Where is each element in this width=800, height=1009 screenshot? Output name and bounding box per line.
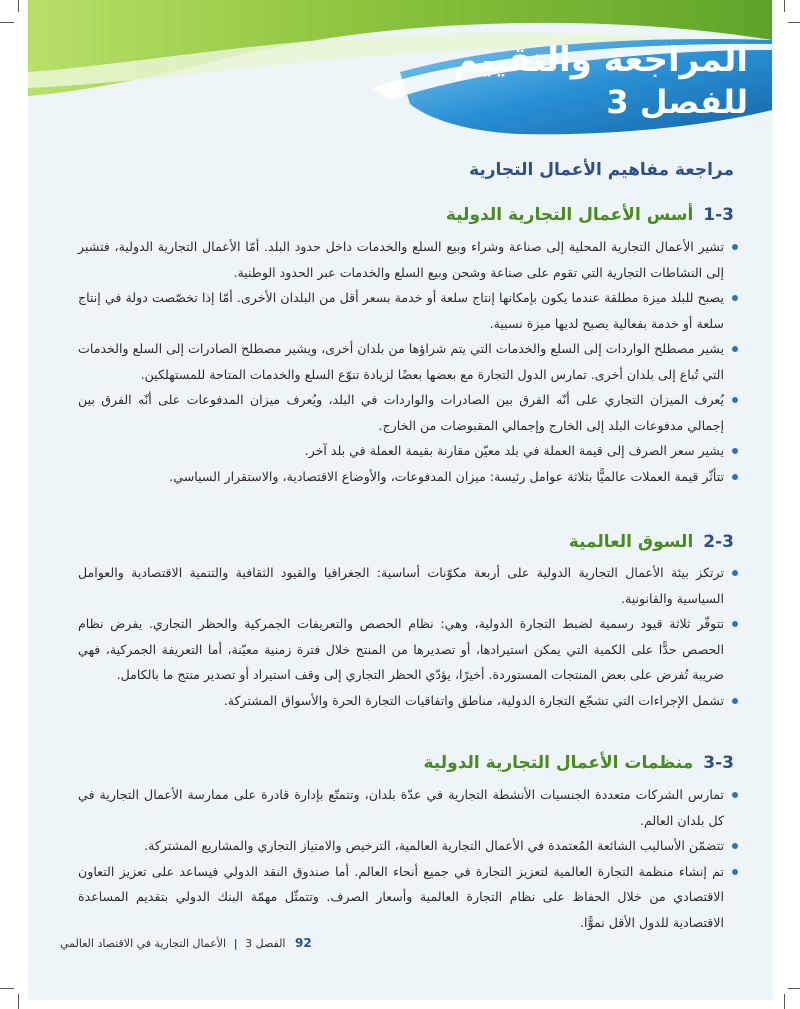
footer-separator: | xyxy=(233,937,238,950)
list-item: تشمل الإجراءات التي تشجّع التجارة الدولية، مناطق واتفاقيات التجارة الحرة والأسواق المشتركة. xyxy=(78,688,738,714)
list-item: يشير سعر الصرف إلى قيمة العملة في بلد معيّن مقارنة بقيمة العملة في بلد آخر. xyxy=(78,438,738,464)
list-item: تم إنشاء منظمة التجارة العالمية لتعزيز التجارة في جميع أنحاء العالم. أما صندوق النقد الدولي فيساعد على تعزيز التعاون الاقتصادي من خلال الحفاظ على نظام التجارة العالمية وأسعار الصرف. وتتمثّل مهمّة البنك الدولي بتقديم المساعدة الاقتصادية للدول الأقل نموًّا. xyxy=(78,859,738,936)
list-item: تتوفّر ثلاثة قيود رسمية لضبط التجارة الدولية، وهي: نظام الحصص والتعريفات الجمركية والحظر التجاري. يفرض نظام الحصص حدًّا على الكمية التي يمكن استيرادها، أو تصديرها من المنتج خلال فترة زمنية معيّنة، أما التعريفة الجمركية، فهي ضريبة تُفرض على بعض المنتجات المستوردة. أخيرًا، يؤدّي الحظر التجاري إلى وقف استيراد أو تصدير منتج ما بالكامل. xyxy=(78,611,738,688)
page-number: 92 xyxy=(294,936,312,950)
list-item: ترتكز بيئة الأعمال التجارية الدولية على أربعة مكوّنات أساسية: الجغرافيا والقيود الثقافية والتنمية الاقتصادية والعوامل السياسية والقانونية. xyxy=(78,560,738,611)
section-number: 1-3 xyxy=(703,205,734,225)
crop-mark xyxy=(0,988,14,989)
footer-chapter: الفصل 3 xyxy=(245,937,286,950)
title-line-1: المراجعة والتقييم xyxy=(453,40,748,80)
section-heading-1 xyxy=(446,205,734,225)
section-heading-2 xyxy=(569,532,734,552)
list-item: يصبح للبلد ميزة مطلقة عندما يكون بإمكانها إنتاج سلعة أو خدمة بسعر أقل من البلدان الأخرى. أمّا إذا تخصّصت دولة في إنتاج سلعة أو خدمة بفعالية يصبح لديها ميزة نسبية. xyxy=(78,285,738,336)
list-item: تتضمّن الأساليب الشائعة المُعتمدة في الأعمال التجارية العالمية، الترخيص والامتياز التجاري والمشاريع المشتركة. xyxy=(78,833,738,859)
list-item: تتأثّر قيمة العملات عالميًّا بثلاثة عوامل رئيسة: ميزان المدفوعات، والأوضاع الاقتصادية، والاستقرار السياسي. xyxy=(78,464,738,490)
section-number: 3-3 xyxy=(703,753,734,773)
footer-chapter-title: الأعمال التجارية في الاقتصاد العالمي xyxy=(60,937,227,950)
chapter-title xyxy=(368,38,748,122)
list-item: يشير مصطلح الواردات إلى السلع والخدمات التي يتم شراؤها من بلدان أخرى، ويشير مصطلح الصادرات إلى السلع والخدمات التي تُباع إلى بلدان أخرى. تمارس الدول التجارة مع بعضها بعضًا لزيادة تنوّع السلع والخدمات المتاحة للمستهلكين. xyxy=(78,336,738,387)
section-number: 2-3 xyxy=(703,532,734,552)
list-item: يُعرف الميزان التجاري على أنّه الفرق بين الصادرات والواردات في البلد، ويُعرف ميزان المدفوعات على أنّه الفرق بين إجمالي مدفوعات البلد إلى الخارج وإجمالي المقبوضات من الخارج. xyxy=(78,387,738,438)
crop-mark xyxy=(788,988,800,989)
title-line-2: للفصل 3 xyxy=(606,83,748,121)
section-title: منظمات الأعمال التجارية الدولية xyxy=(423,753,694,773)
section-title: أسس الأعمال التجارية الدولية xyxy=(445,205,694,225)
page-footer xyxy=(60,936,740,950)
section-body-3 xyxy=(78,782,738,935)
section-heading-3 xyxy=(424,753,735,773)
review-heading: مراجعة مفاهيم الأعمال التجارية xyxy=(469,160,734,180)
section-title: السوق العالمية xyxy=(568,532,694,552)
section-body-2 xyxy=(78,560,738,713)
crop-mark xyxy=(18,994,19,1009)
crop-mark xyxy=(784,994,785,1009)
section-body-1 xyxy=(78,234,738,489)
list-item: تمارس الشركات متعددة الجنسيات الأنشطة التجارية في عدّة بلدان، وتتمتّع بإدارة قادرة على ممارسة الأعمال التجارية في كل بلدان العالم. xyxy=(78,782,738,833)
list-item: تشير الأعمال التجارية المحلية إلى صناعة وشراء وبيع السلع والخدمات داخل حدود البلد. أمّا الأعمال التجارية الدولية، فتشير إلى النشاطات التجارية التي تقوم على صناعة وشحن وبيع السلع والخدمات عبر الحدود الوطنية. xyxy=(78,234,738,285)
